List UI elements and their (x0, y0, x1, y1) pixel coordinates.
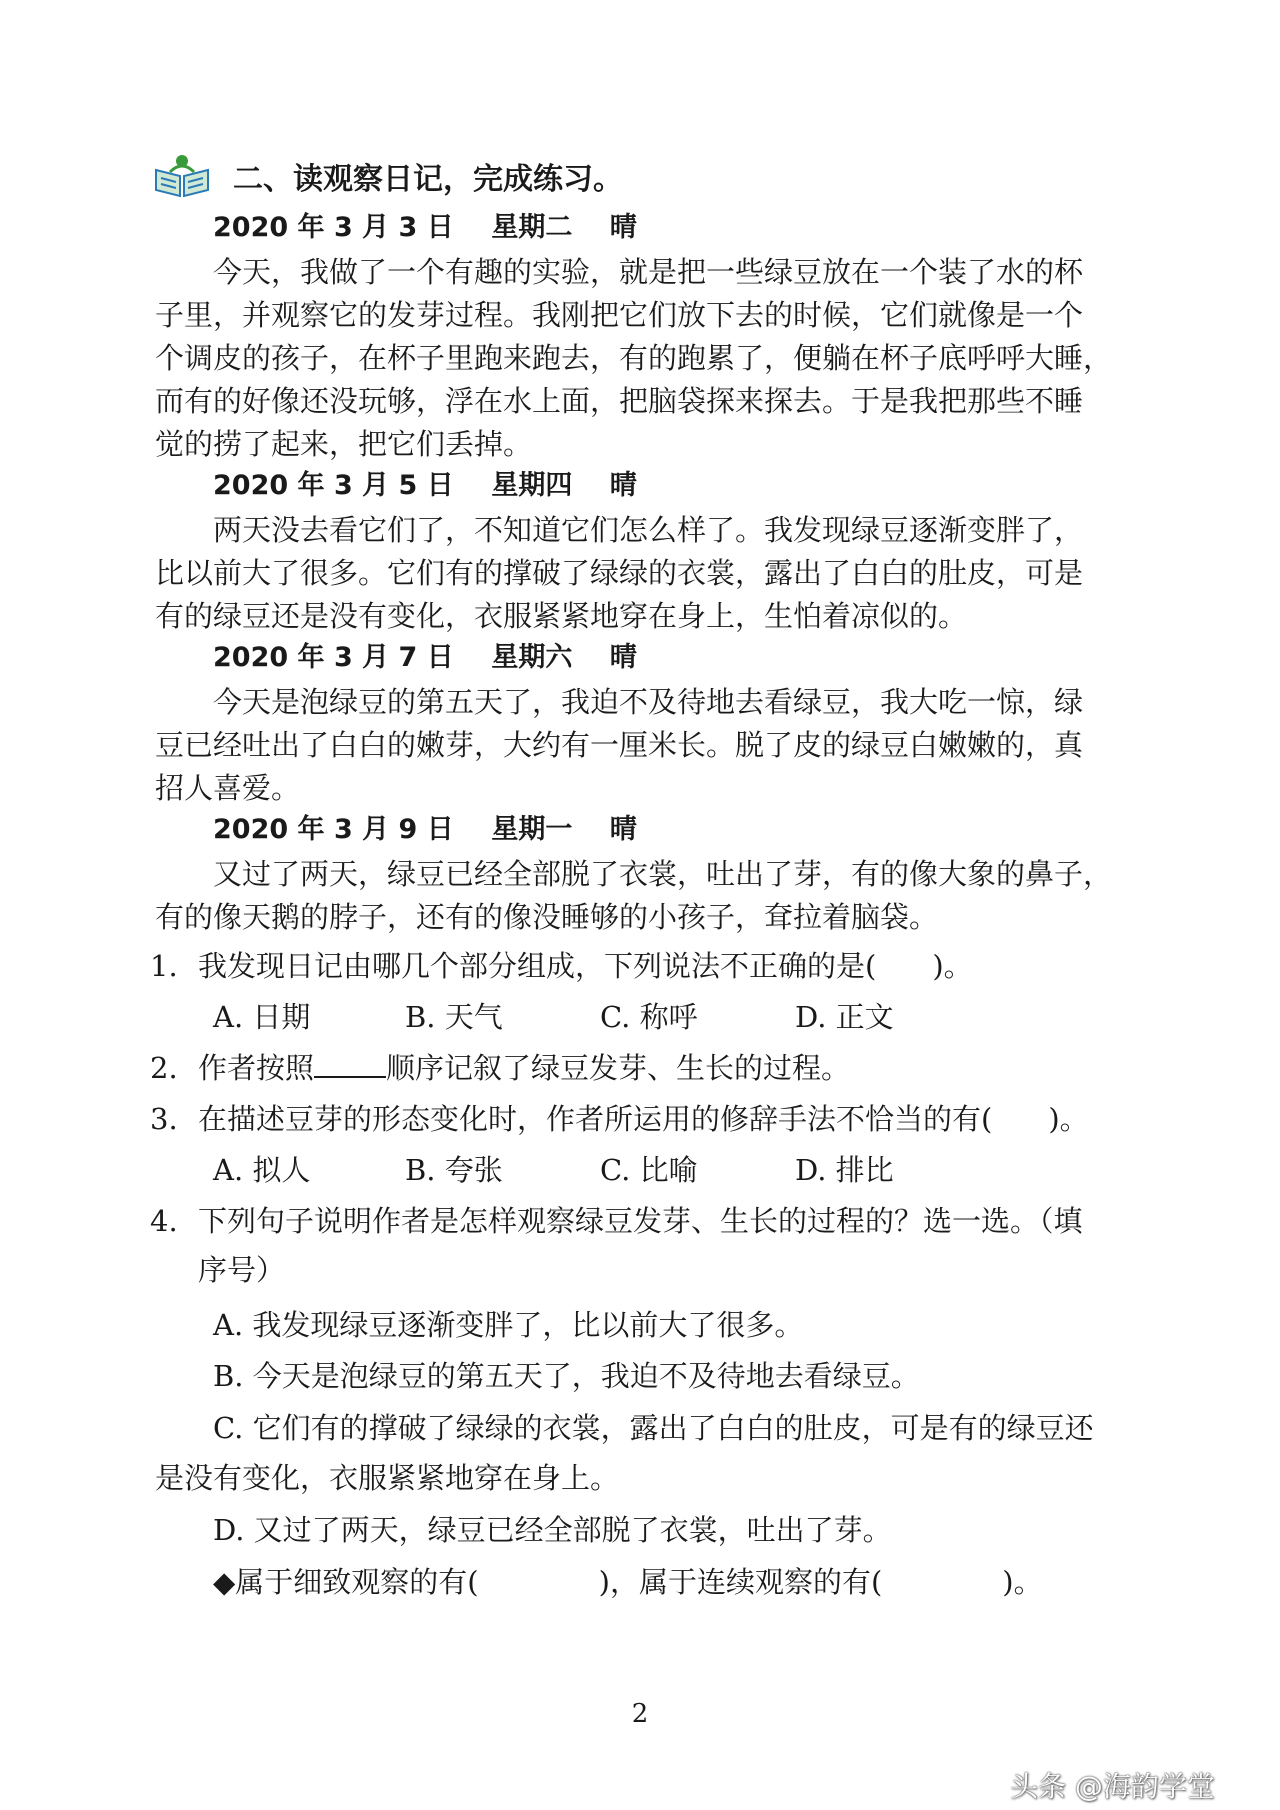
diary-line: 豆已经吐出了白白的嫩芽，大约有一厘米长。脱了皮的绿豆白嫩嫩的，真 (155, 728, 1084, 762)
sentence-d: D. 又过了两天，绿豆已经全部脱了衣裳，吐出了芽。 (213, 1513, 892, 1547)
question-text: 顺序记叙了绿豆发芽、生长的过程。 (386, 1051, 851, 1085)
fill-text: ◆属于细致观察的有( (213, 1565, 479, 1599)
question-number: 4. (150, 1204, 178, 1238)
diary-line: 子里，并观察它的发芽过程。我刚把它们放下去的时候，它们就像是一个 (155, 298, 1084, 332)
question-3 (198, 1099, 1138, 1139)
answer-blank[interactable] (314, 1048, 386, 1078)
sentence-a: A. 我发现绿豆逐渐变胖了，比以前大了很多。 (213, 1308, 804, 1342)
question-text: )。 (932, 949, 973, 983)
question-number: 3. (150, 1102, 178, 1136)
sentence-c: C. 它们有的撑破了绿绿的衣裳，露出了白白的肚皮，可是有的绿豆还 (213, 1411, 1094, 1445)
option: D. 排比 (795, 1153, 894, 1187)
book-reading-icon (152, 152, 212, 198)
diary-line: 有的像天鹅的脖子，还有的像没睡够的小孩子，耷拉着脑袋。 (155, 900, 939, 934)
section-title: 二、读观察日记，完成练习。 (233, 162, 623, 197)
diary-line: 觉的捞了起来，把它们丢掉。 (155, 427, 533, 461)
question-text: 我发现日记由哪几个部分组成，下列说法不正确的是( (198, 949, 877, 983)
sentence-c-continued: 是没有变化，衣服紧紧地穿在身上。 (155, 1461, 620, 1495)
diary-date: 2020 年 3 月 5 日 星期四 晴 (213, 470, 637, 501)
sentence-b: B. 今天是泡绿豆的第五天了，我迫不及待地去看绿豆。 (213, 1359, 920, 1393)
diary-line: 比以前大了很多。它们有的撑破了绿绿的衣裳，露出了白白的肚皮，可是 (155, 556, 1084, 590)
question-number: 1. (150, 949, 178, 983)
diary-date: 2020 年 3 月 3 日 星期二 晴 (213, 212, 637, 243)
option: B. 天气 (405, 1000, 503, 1034)
diary-line: 个调皮的孩子，在杯子里跑来跑去，有的跑累了，便躺在杯子底呼呼大睡， (155, 341, 1113, 375)
question-number: 2. (150, 1051, 178, 1085)
diary-line: 而有的好像还没玩够，浮在水上面，把脑袋探来探去。于是我把那些不睡 (155, 384, 1084, 418)
question-text: 作者按照 (198, 1051, 315, 1085)
diary-date: 2020 年 3 月 7 日 星期六 晴 (213, 642, 637, 673)
question-4-line-1: 下列句子说明作者是怎样观察绿豆发芽、生长的过程的？选一选。（填 (198, 1204, 1083, 1238)
question-4-line-2: 序号） (198, 1253, 286, 1287)
option: D. 正文 (795, 1000, 894, 1034)
fill-text: )，属于连续观察的有( (598, 1565, 883, 1599)
diary-line: 两天没去看它们了，不知道它们怎么样了。我发现绿豆逐渐变胖了， (213, 513, 1084, 547)
option: A. 拟人 (213, 1153, 311, 1187)
question-1 (198, 946, 1138, 986)
fill-text: )。 (1002, 1565, 1043, 1599)
diary-line: 又过了两天，绿豆已经全部脱了衣裳，吐出了芽，有的像大象的鼻子， (213, 857, 1113, 891)
page-number: 2 (631, 1699, 649, 1729)
option: C. 称呼 (600, 1000, 698, 1034)
question-2 (198, 1048, 1138, 1088)
question-text: 在描述豆芽的形态变化时，作者所运用的修辞手法不恰当的有( (198, 1102, 993, 1136)
diary-line: 今天，我做了一个有趣的实验，就是把一些绿豆放在一个装了水的杯 (213, 255, 1084, 289)
watermark: 头条 @海韵学堂 (1010, 1770, 1215, 1803)
option: A. 日期 (213, 1000, 311, 1034)
diary-date: 2020 年 3 月 9 日 星期一 晴 (213, 814, 637, 845)
option: B. 夸张 (405, 1153, 503, 1187)
diary-line: 招人喜爱。 (155, 771, 301, 805)
diary-line: 有的绿豆还是没有变化，衣服紧紧地穿在身上，生怕着凉似的。 (155, 599, 968, 633)
diary-line: 今天是泡绿豆的第五天了，我迫不及待地去看绿豆，我大吃一惊，绿 (213, 685, 1084, 719)
question-text: )。 (1048, 1102, 1089, 1136)
option: C. 比喻 (600, 1153, 698, 1187)
fill-in-line (213, 1562, 1043, 1602)
